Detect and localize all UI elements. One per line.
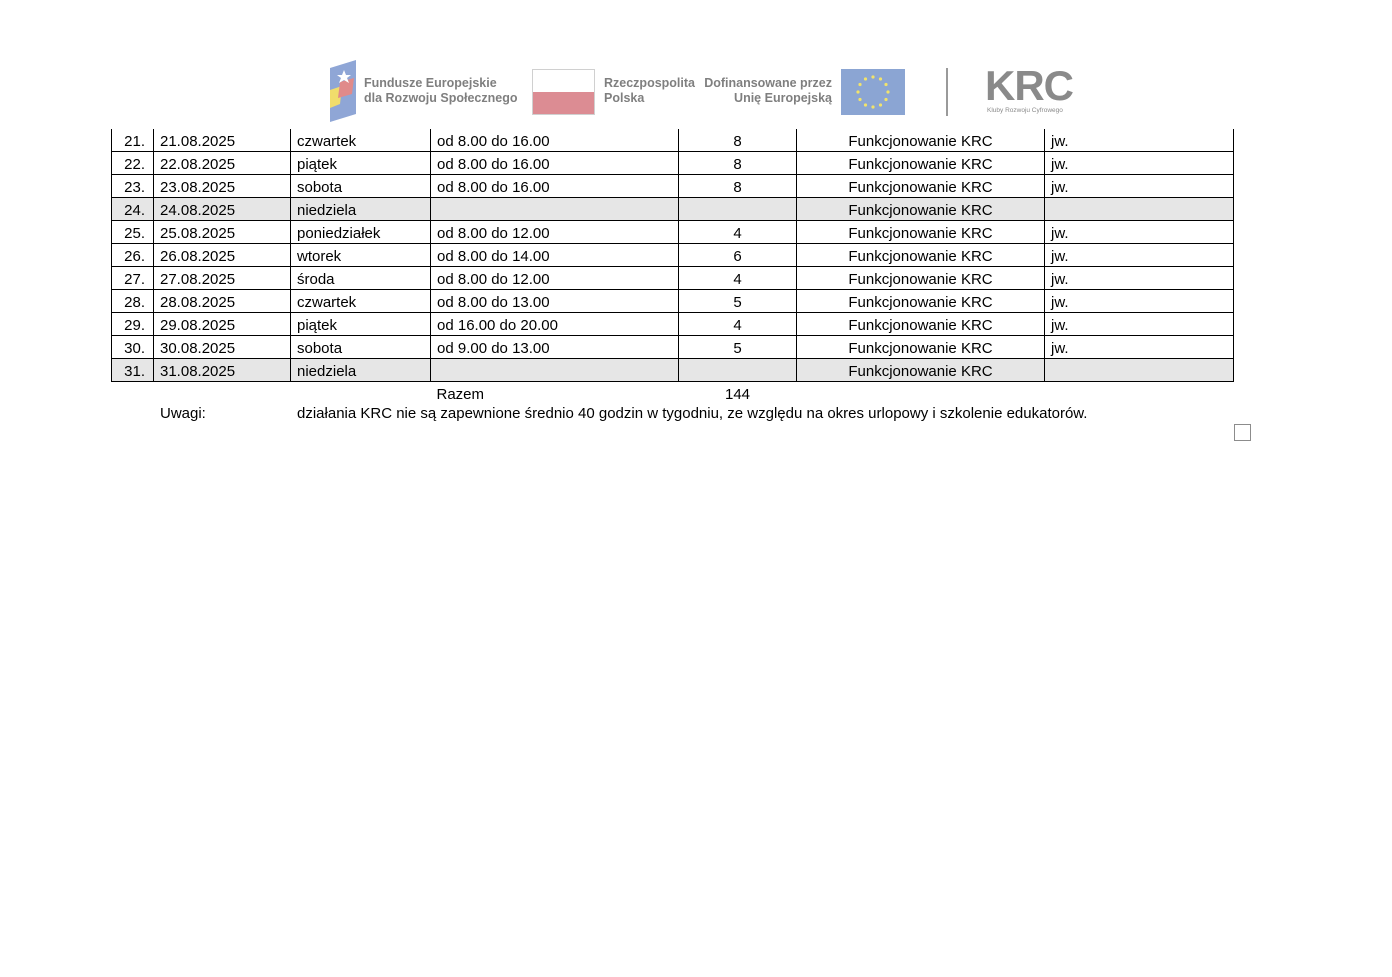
eu-flag-icon (841, 69, 905, 115)
krc-logo-wordmark: KRC (985, 62, 1073, 109)
row-day: sobota (291, 175, 431, 198)
row-date: 22.08.2025 (154, 152, 291, 175)
row-day: piątek (291, 313, 431, 336)
row-number: 23. (112, 175, 154, 198)
row-day: czwartek (291, 290, 431, 313)
table-row (112, 175, 1234, 198)
row-notes (1045, 198, 1234, 221)
eu-line1: Dofinansowane przez (704, 76, 832, 90)
row-time-range (431, 198, 679, 221)
row-day: środa (291, 267, 431, 290)
schedule-table (111, 129, 1234, 404)
row-date: 23.08.2025 (154, 175, 291, 198)
row-activity: Funkcjonowanie KRC (797, 313, 1045, 336)
row-activity: Funkcjonowanie KRC (797, 198, 1045, 221)
row-activity: Funkcjonowanie KRC (797, 175, 1045, 198)
row-day: wtorek (291, 244, 431, 267)
table-row (112, 267, 1234, 290)
row-date: 27.08.2025 (154, 267, 291, 290)
row-notes: jw. (1045, 129, 1234, 152)
row-activity: Funkcjonowanie KRC (797, 359, 1045, 382)
table-row (112, 198, 1234, 221)
row-time-range: od 8.00 do 12.00 (431, 267, 679, 290)
row-date: 28.08.2025 (154, 290, 291, 313)
total-label: Razem (436, 386, 485, 403)
table-row (112, 359, 1234, 382)
row-date: 29.08.2025 (154, 313, 291, 336)
row-hours: 8 (679, 129, 797, 152)
krc-logo-subtitle: Kluby Rozwoju Cyfrowego (987, 107, 1063, 114)
row-date: 31.08.2025 (154, 359, 291, 382)
row-day: niedziela (291, 359, 431, 382)
european-funds-logo-text (364, 76, 517, 106)
table-row (112, 244, 1234, 267)
remarks-text: działania KRC nie są zapewnione średnio 40 godzin w tygodniu, ze względu na okres urlopowy i szkolenie edukatorów. (297, 405, 1088, 422)
row-time-range: od 8.00 do 16.00 (431, 152, 679, 175)
row-number: 27. (112, 267, 154, 290)
row-time-range: od 16.00 do 20.00 (431, 313, 679, 336)
row-number: 21. (112, 129, 154, 152)
row-time-range (431, 359, 679, 382)
row-number: 24. (112, 198, 154, 221)
row-activity: Funkcjonowanie KRC (797, 129, 1045, 152)
row-number: 22. (112, 152, 154, 175)
empty-checkbox[interactable] (1234, 424, 1251, 441)
row-hours: 4 (679, 221, 797, 244)
row-activity: Funkcjonowanie KRC (797, 221, 1045, 244)
row-activity: Funkcjonowanie KRC (797, 290, 1045, 313)
row-notes: jw. (1045, 175, 1234, 198)
row-notes: jw. (1045, 267, 1234, 290)
row-activity: Funkcjonowanie KRC (797, 267, 1045, 290)
row-notes (1045, 359, 1234, 382)
row-date: 30.08.2025 (154, 336, 291, 359)
row-notes: jw. (1045, 290, 1234, 313)
poland-logo-text (604, 76, 695, 106)
row-date: 21.08.2025 (154, 129, 291, 152)
table-row (112, 336, 1234, 359)
european-funds-logo-icon (326, 60, 358, 122)
schedule-body (112, 129, 1234, 382)
table-row (112, 313, 1234, 336)
row-number: 30. (112, 336, 154, 359)
row-number: 26. (112, 244, 154, 267)
row-time-range: od 8.00 do 16.00 (431, 129, 679, 152)
row-date: 24.08.2025 (154, 198, 291, 221)
row-notes: jw. (1045, 152, 1234, 175)
table-row (112, 221, 1234, 244)
row-date: 26.08.2025 (154, 244, 291, 267)
poland-line2: Polska (604, 91, 645, 105)
row-hours: 6 (679, 244, 797, 267)
row-hours (679, 359, 797, 382)
row-notes: jw. (1045, 221, 1234, 244)
logo-separator (946, 68, 948, 116)
row-hours: 5 (679, 290, 797, 313)
total-hours: 144 (724, 386, 751, 403)
row-time-range: od 9.00 do 13.00 (431, 336, 679, 359)
row-day: niedziela (291, 198, 431, 221)
row-hours (679, 198, 797, 221)
row-notes: jw. (1045, 336, 1234, 359)
european-funds-line1: Fundusze Europejskie (364, 76, 497, 90)
table-row (112, 152, 1234, 175)
row-hours: 4 (679, 313, 797, 336)
row-notes: jw. (1045, 244, 1234, 267)
table-row (112, 290, 1234, 313)
row-activity: Funkcjonowanie KRC (797, 336, 1045, 359)
row-day: czwartek (291, 129, 431, 152)
table-row (112, 129, 1234, 152)
row-time-range: od 8.00 do 12.00 (431, 221, 679, 244)
totals-row (112, 382, 1234, 405)
poland-flag-icon (532, 69, 595, 115)
row-day: poniedziałek (291, 221, 431, 244)
row-number: 31. (112, 359, 154, 382)
row-time-range: od 8.00 do 14.00 (431, 244, 679, 267)
european-funds-line2: dla Rozwoju Społecznego (364, 91, 518, 105)
row-number: 25. (112, 221, 154, 244)
row-day: sobota (291, 336, 431, 359)
row-hours: 5 (679, 336, 797, 359)
poland-line1: Rzeczpospolita (604, 76, 695, 90)
row-hours: 8 (679, 175, 797, 198)
row-number: 29. (112, 313, 154, 336)
row-hours: 8 (679, 152, 797, 175)
row-date: 25.08.2025 (154, 221, 291, 244)
row-number: 28. (112, 290, 154, 313)
row-hours: 4 (679, 267, 797, 290)
row-activity: Funkcjonowanie KRC (797, 152, 1045, 175)
row-notes: jw. (1045, 313, 1234, 336)
eu-cofunded-text (704, 76, 832, 106)
logo-bar (0, 0, 1392, 128)
eu-line2: Unię Europejską (734, 91, 832, 105)
row-time-range: od 8.00 do 16.00 (431, 175, 679, 198)
row-time-range: od 8.00 do 13.00 (431, 290, 679, 313)
row-activity: Funkcjonowanie KRC (797, 244, 1045, 267)
remarks-label: Uwagi: (160, 405, 206, 422)
row-day: piątek (291, 152, 431, 175)
